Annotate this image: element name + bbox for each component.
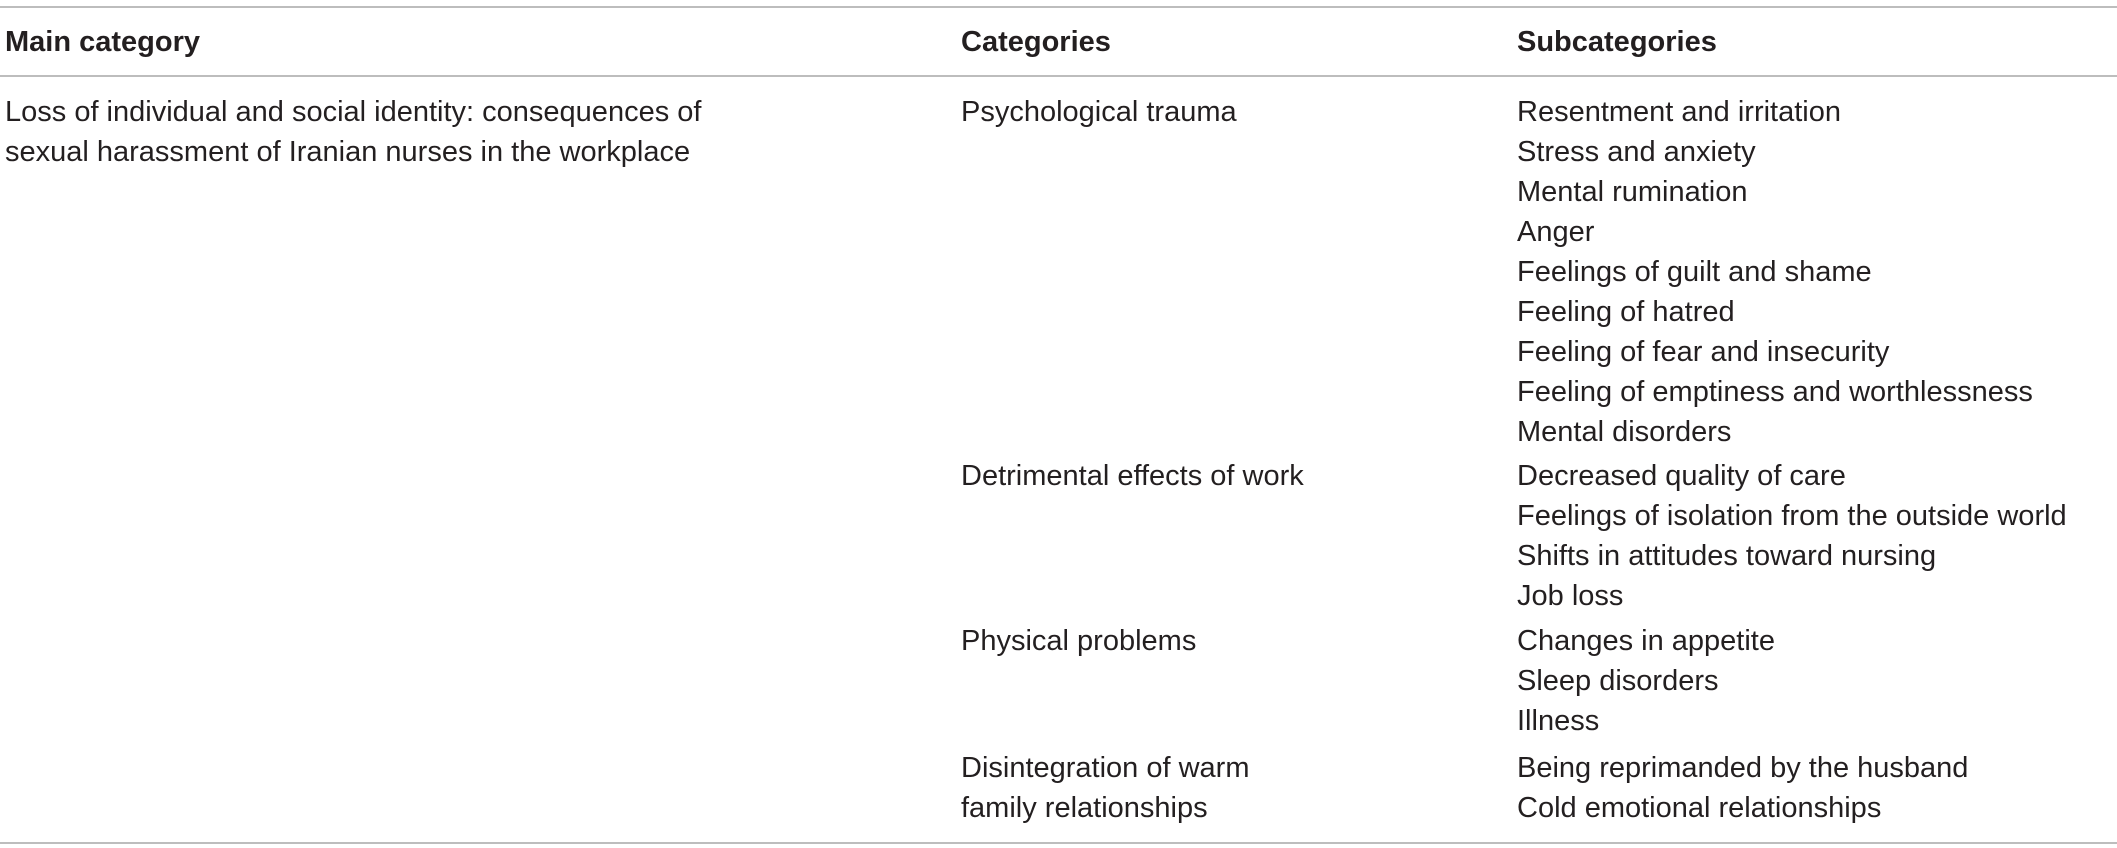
subcategory-item: Being reprimanded by the husband bbox=[1517, 752, 1969, 784]
category-label: Detrimental effects of work bbox=[961, 460, 1304, 492]
category-label: Psychological trauma bbox=[961, 96, 1237, 128]
header-main-category: Main category bbox=[5, 26, 200, 58]
subcategory-item: Mental rumination bbox=[1517, 176, 1748, 208]
subcategory-item: Feeling of fear and insecurity bbox=[1517, 336, 1890, 368]
subcategory-list bbox=[1517, 92, 2033, 452]
subcategory-item: Sleep disorders bbox=[1517, 665, 1719, 697]
subcategory-item: Anger bbox=[1517, 216, 1595, 248]
header-categories: Categories bbox=[961, 26, 1111, 58]
subcategory-item: Stress and anxiety bbox=[1517, 136, 1756, 168]
subcategory-item: Decreased quality of care bbox=[1517, 460, 1846, 492]
subcategory-item: Shifts in attitudes toward nursing bbox=[1517, 540, 1937, 572]
table-bottom-rule bbox=[0, 842, 2117, 844]
main-category-cell bbox=[5, 92, 701, 172]
subcategory-list bbox=[1517, 456, 2067, 616]
header-subcategories: Subcategories bbox=[1517, 26, 1717, 58]
category-label: family relationships bbox=[961, 792, 1208, 824]
subcategory-item: Feeling of hatred bbox=[1517, 296, 1735, 328]
category-label: Physical problems bbox=[961, 625, 1197, 657]
category-label: Disintegration of warm bbox=[961, 752, 1250, 784]
category-cell bbox=[961, 621, 1196, 661]
subcategory-item: Changes in appetite bbox=[1517, 625, 1775, 657]
category-cell bbox=[961, 748, 1250, 828]
subcategory-item: Job loss bbox=[1517, 580, 1624, 612]
subcategory-list bbox=[1517, 621, 1775, 741]
subcategory-item: Resentment and irritation bbox=[1517, 96, 1841, 128]
table-top-rule bbox=[0, 6, 2117, 8]
subcategory-list bbox=[1517, 748, 1968, 828]
table-header-rule bbox=[0, 75, 2117, 77]
subcategory-item: Feeling of emptiness and worthlessness bbox=[1517, 376, 2033, 408]
subcategory-item: Illness bbox=[1517, 705, 1600, 737]
main-category-line: sexual harassment of Iranian nurses in the workplace bbox=[5, 136, 691, 168]
subcategory-item: Feelings of guilt and shame bbox=[1517, 256, 1872, 288]
main-category-line: Loss of individual and social identity: consequences of bbox=[5, 96, 702, 128]
category-cell bbox=[961, 92, 1237, 132]
subcategory-item: Cold emotional relationships bbox=[1517, 792, 1882, 824]
subcategory-item: Mental disorders bbox=[1517, 416, 1732, 448]
category-cell bbox=[961, 456, 1304, 496]
subcategory-item: Feelings of isolation from the outside world bbox=[1517, 500, 2067, 532]
